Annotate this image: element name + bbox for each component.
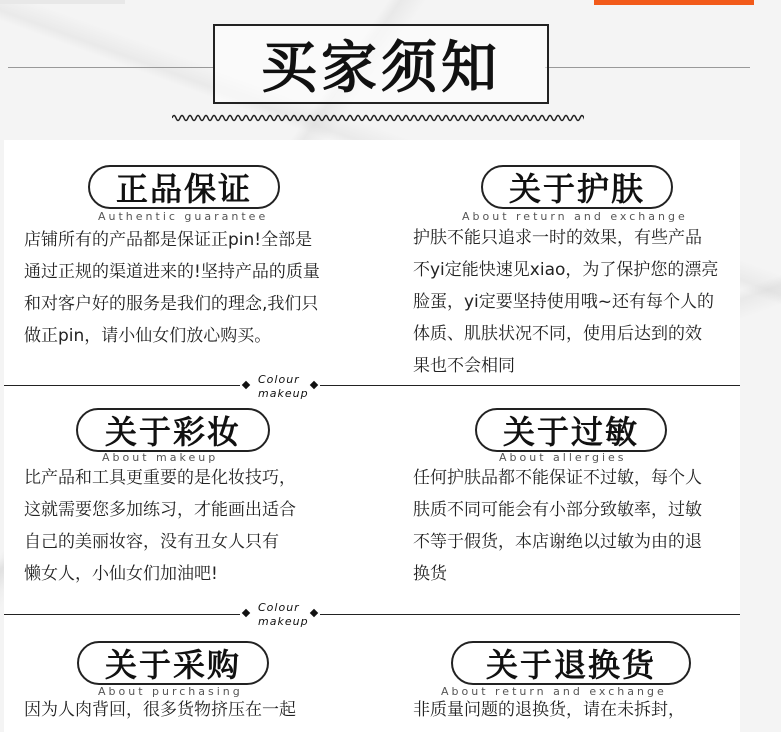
section-title-authentic: 正品保证: [88, 165, 280, 209]
text-line: 这就需要您多加练习，才能画出适合: [24, 500, 296, 520]
text-line: 脸蛋，yi定要坚持使用哦~还有每个人的: [413, 292, 715, 312]
divider-label-line2: makeup: [258, 615, 309, 628]
divider-label: [258, 601, 309, 629]
text-line: 换货: [413, 564, 447, 584]
page-title: 买家须知: [213, 24, 549, 104]
text-line: 因为人肉背回，很多货物挤压在一起: [24, 700, 296, 720]
text-line: 不yi定能快速见xiao，为了保护您的漂亮: [413, 260, 719, 280]
text-line: 非质量问题的退换货，请在未拆封，: [413, 700, 685, 720]
section-subtitle-purchasing: About purchasing: [98, 685, 243, 698]
section-text-returns: [413, 694, 685, 726]
top-bar-gray-segment: [0, 0, 125, 4]
section-subtitle-authentic: Authentic guarantee: [98, 210, 269, 223]
section-text-allergies: [413, 462, 702, 590]
text-line: 店铺所有的产品都是保证正pin!全部是: [24, 230, 313, 250]
title-rule-left: [8, 67, 213, 68]
section-text-skincare: [413, 222, 718, 382]
section-subtitle-returns: About return and exchange: [441, 685, 667, 698]
text-line: 不等于假货，本店谢绝以过敏为由的退: [413, 532, 702, 552]
section-title-skincare: 关于护肤: [481, 165, 673, 209]
section-subtitle-allergies: About allergies: [499, 451, 627, 464]
title-rule-right: [545, 67, 750, 68]
divider-label: [258, 373, 309, 401]
top-bar: [0, 0, 781, 5]
wavy-underline: [172, 112, 584, 124]
section-divider: [4, 614, 740, 615]
text-line: 做正pin，请小仙女们放心购买。: [24, 326, 272, 346]
section-subtitle-makeup: About makeup: [102, 451, 219, 464]
text-line: 果也不会相同: [413, 356, 515, 376]
section-divider: [4, 385, 740, 386]
section-title-returns: 关于退换货: [451, 641, 691, 685]
text-line: 任何护肤品都不能保证不过敏，每个人: [413, 468, 702, 488]
top-bar-orange-segment: [594, 0, 754, 5]
text-line: 体质、肌肤状况不同，使用后达到的效: [413, 324, 702, 344]
text-line: 护肤不能只追求一时的效果，有些产品: [413, 228, 702, 248]
text-line: 和对客户好的服务是我们的理念,我们只: [24, 294, 319, 314]
text-line: 比产品和工具更重要的是化妆技巧，: [24, 468, 296, 488]
text-line: 懒女人，小仙女们加油吧!: [24, 564, 218, 584]
section-text-makeup: [24, 462, 296, 590]
section-title-makeup: 关于彩妆: [76, 408, 270, 452]
section-title-purchasing: 关于采购: [77, 641, 269, 685]
section-text-authentic: [24, 224, 320, 352]
section-text-purchasing: [24, 694, 296, 726]
divider-label-line1: Colour: [258, 373, 300, 386]
divider-label-line1: Colour: [258, 601, 300, 614]
section-title-allergies: 关于过敏: [475, 408, 667, 452]
divider-label-line2: makeup: [258, 387, 309, 400]
section-subtitle-skincare: About return and exchange: [462, 210, 688, 223]
text-line: 通过正规的渠道进来的!坚持产品的质量: [24, 262, 320, 282]
text-line: 自己的美丽妆容，没有丑女人只有: [24, 532, 279, 552]
text-line: 肤质不同可能会有小部分致敏率，过敏: [413, 500, 702, 520]
